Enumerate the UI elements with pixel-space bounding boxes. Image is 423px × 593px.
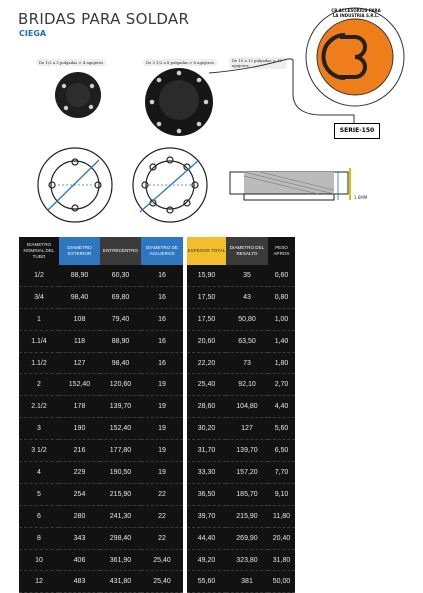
table-cell: 15,90: [187, 265, 226, 286]
table-row: [19, 374, 183, 396]
table-row: [19, 505, 183, 527]
table-row: [187, 330, 295, 352]
table-cell: 2,70: [268, 374, 295, 396]
table-cell: 11,80: [268, 505, 295, 527]
table-cell: 1/2: [19, 265, 59, 286]
table-cell: 19: [141, 418, 183, 440]
table-row: [187, 265, 295, 286]
table-cell: 185,70: [226, 483, 268, 505]
table-cell: 254: [59, 483, 100, 505]
table-cell: 19: [141, 396, 183, 418]
table-cell: 9,10: [268, 483, 295, 505]
table-cell: 216: [59, 440, 100, 462]
table-cell: 361,90: [100, 549, 141, 571]
table-cell: 118: [59, 330, 100, 352]
header-resalto: DIAMETRO DEL RESALTO: [226, 237, 268, 265]
table-row: [19, 396, 183, 418]
table-cell: 1.1/4: [19, 330, 59, 352]
table-cell: 33,30: [187, 462, 226, 484]
table-row: [19, 462, 183, 484]
table-cell: 177,80: [100, 440, 141, 462]
table-cell: 127: [59, 352, 100, 374]
large-flange-photo: [145, 68, 213, 136]
table-cell: 28,60: [187, 396, 226, 418]
table-cell: 22,20: [187, 352, 226, 374]
table-cell: 483: [59, 571, 100, 593]
table-cell: 1,00: [268, 308, 295, 330]
table-cell: 55,60: [187, 571, 226, 593]
table-cell: 31,80: [268, 549, 295, 571]
table-cell: 190,50: [100, 462, 141, 484]
table-cell: 16: [141, 352, 183, 374]
table-cell: 4: [19, 462, 59, 484]
table-cell: 152,40: [59, 374, 100, 396]
table-cell: 22: [141, 505, 183, 527]
company-logo: [306, 8, 404, 106]
table-row: [187, 374, 295, 396]
table-cell: 215,90: [226, 505, 268, 527]
table-cell: 6: [19, 505, 59, 527]
table-cell: 139,70: [226, 440, 268, 462]
table-cell: 22: [141, 527, 183, 549]
table-cell: 3/4: [19, 286, 59, 308]
table-cell: 1,40: [268, 330, 295, 352]
table-cell: 12: [19, 571, 59, 593]
table-cell: 63,50: [226, 330, 268, 352]
table-cell: 92,10: [226, 374, 268, 396]
table-cell: 104,80: [226, 396, 268, 418]
table-cell: 2: [19, 374, 59, 396]
table-cell: 6,50: [268, 440, 295, 462]
table-cell: 178: [59, 396, 100, 418]
cross-section-drawing: [230, 168, 350, 200]
table-row: [187, 396, 295, 418]
table-cell: 381: [226, 571, 268, 593]
table-row: [19, 483, 183, 505]
table-row: [19, 308, 183, 330]
table-cell: 3 1/2: [19, 440, 59, 462]
table-cell: 17,50: [187, 308, 226, 330]
tag-small-flange: De 1/2 a 3 pulgadas > 4 agujeros: [36, 59, 106, 66]
table-cell: 4,40: [268, 396, 295, 418]
table-row: [187, 352, 295, 374]
table-cell: 25,40: [187, 374, 226, 396]
table-cell: 10: [19, 549, 59, 571]
page-subtitle: CIEGA: [19, 29, 47, 38]
table-cell: 298,40: [100, 527, 141, 549]
dimension-note: 1.6MM: [354, 195, 368, 200]
table-cell: 19: [141, 374, 183, 396]
small-flange-photo: [55, 72, 101, 118]
table-cell: 16: [141, 308, 183, 330]
table-cell: 30,20: [187, 418, 226, 440]
header-espesor: ESPESOR TOTAL: [187, 237, 226, 265]
table-row: [187, 527, 295, 549]
table-cell: 20,60: [187, 330, 226, 352]
table-cell: 269,90: [226, 527, 268, 549]
table-cell: 43: [226, 286, 268, 308]
logo-ring-text: CB ACCESORIOS PARA LA INDUSTRIA S.R.L.: [331, 8, 381, 18]
table-cell: 69,80: [100, 286, 141, 308]
table-row: [187, 571, 295, 593]
table-cell: 19: [141, 440, 183, 462]
table-row: [187, 418, 295, 440]
small-flange-drawing: [38, 148, 112, 222]
table-row: [19, 265, 183, 286]
header-agujeros: DIAMETRO DE AGUJEROS: [141, 237, 183, 265]
table-cell: 152,40: [100, 418, 141, 440]
table-row: [19, 549, 183, 571]
table-cell: 19: [141, 462, 183, 484]
header-peso: PESO APROX: [268, 237, 295, 265]
table-cell: 22: [141, 483, 183, 505]
table-cell: 0,80: [268, 286, 295, 308]
table-cell: 88,90: [59, 265, 100, 286]
table-cell: 25,40: [141, 549, 183, 571]
table-cell: 31,70: [187, 440, 226, 462]
table-cell: 16: [141, 286, 183, 308]
table-right: [187, 237, 295, 593]
table-cell: 108: [59, 308, 100, 330]
table-cell: 98,40: [100, 352, 141, 374]
table-cell: 406: [59, 549, 100, 571]
table-cell: 5,60: [268, 418, 295, 440]
table-cell: 17,50: [187, 286, 226, 308]
table-cell: 36,50: [187, 483, 226, 505]
header-exterior: DIAMETRO EXTERIOR: [59, 237, 100, 265]
table-cell: 35: [226, 265, 268, 286]
table-cell: 120,60: [100, 374, 141, 396]
table-cell: 73: [226, 352, 268, 374]
table-cell: 39,70: [187, 505, 226, 527]
table-cell: 2.1/2: [19, 396, 59, 418]
table-cell: 88,90: [100, 330, 141, 352]
table-row: [19, 352, 183, 374]
table-cell: 25,40: [141, 571, 183, 593]
table-cell: 44,40: [187, 527, 226, 549]
table-row: [187, 462, 295, 484]
table-row: [187, 549, 295, 571]
table-cell: 431,80: [100, 571, 141, 593]
table-cell: 280: [59, 505, 100, 527]
table-cell: 79,40: [100, 308, 141, 330]
table-row: [187, 483, 295, 505]
table-cell: 0,60: [268, 265, 295, 286]
table-row: [19, 571, 183, 593]
table-cell: 1: [19, 308, 59, 330]
table-cell: 7,70: [268, 462, 295, 484]
table-cell: 16: [141, 265, 183, 286]
table-cell: 50,80: [226, 308, 268, 330]
table-row: [187, 440, 295, 462]
table-cell: 49,20: [187, 549, 226, 571]
serie-label: SERIE-150: [334, 123, 380, 139]
table-cell: 323,80: [226, 549, 268, 571]
table-cell: 241,30: [100, 505, 141, 527]
table-cell: 98,40: [59, 286, 100, 308]
table-cell: 157,20: [226, 462, 268, 484]
table-cell: 50,00: [268, 571, 295, 593]
header-nominal: DIAMETRO NOMINAL DEL TUBO: [19, 237, 59, 265]
tag-medium-flange: De 3 1/2 a 8 pulgadas > 8 agujeros: [143, 59, 217, 66]
table-cell: 215,90: [100, 483, 141, 505]
tag-large-flange: De 10 a 12 pulgadas > 12 agujeros: [229, 57, 287, 69]
table-row: [187, 308, 295, 330]
header-entrecentro: ENTRECENTRO: [100, 237, 141, 265]
table-cell: 16: [141, 330, 183, 352]
table-cell: 139,70: [100, 396, 141, 418]
table-row: [187, 505, 295, 527]
table-cell: 20,40: [268, 527, 295, 549]
table-cell: 60,30: [100, 265, 141, 286]
large-flange-drawing: [133, 148, 207, 222]
table-left: [19, 237, 183, 593]
table-cell: 229: [59, 462, 100, 484]
table-row: [19, 440, 183, 462]
table-cell: 3: [19, 418, 59, 440]
table-cell: 8: [19, 527, 59, 549]
table-cell: 190: [59, 418, 100, 440]
table-cell: 343: [59, 527, 100, 549]
table-row: [19, 330, 183, 352]
table-cell: 127: [226, 418, 268, 440]
table-row: [19, 418, 183, 440]
table-cell: 1,80: [268, 352, 295, 374]
table-cell: 1.1/2: [19, 352, 59, 374]
page-title: BRIDAS PARA SOLDAR: [18, 10, 190, 28]
table-row: [19, 286, 183, 308]
table-row: [187, 286, 295, 308]
table-row: [19, 527, 183, 549]
table-cell: 5: [19, 483, 59, 505]
